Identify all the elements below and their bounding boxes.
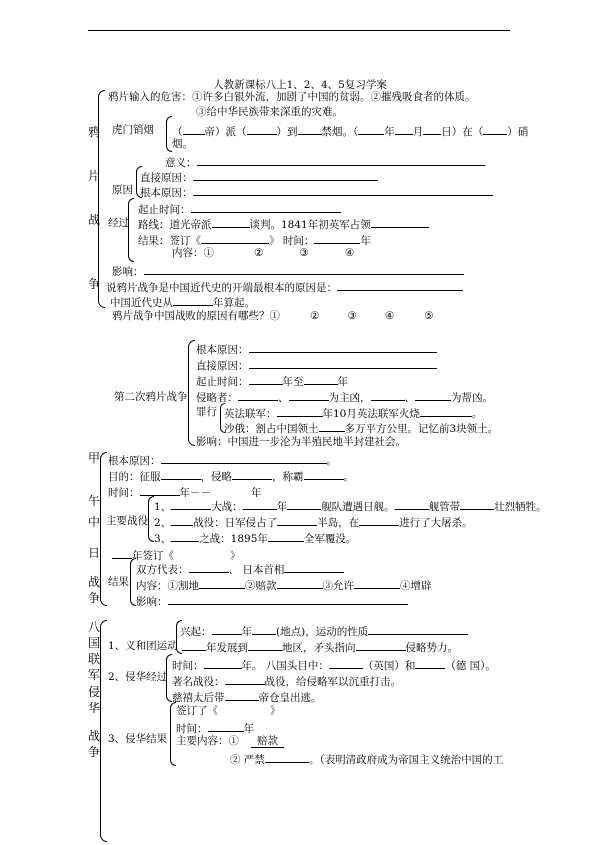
dev-blank-region[interactable]: [248, 639, 282, 651]
r-time-a: 时间：: [176, 723, 208, 735]
crime-1-row: [224, 405, 482, 421]
b3-blank-fleet[interactable]: [268, 530, 304, 542]
rise-blank-place[interactable]: [252, 623, 276, 635]
goal-blank-1[interactable]: [161, 468, 201, 480]
q1-row: [106, 279, 463, 295]
en-time-row: [172, 657, 496, 673]
meaning-row: [165, 154, 485, 170]
result-blank-treaty[interactable]: [201, 232, 269, 244]
battle-1-row: [154, 498, 547, 514]
battle-3-row: [154, 530, 356, 546]
b1-a: 1、: [154, 501, 172, 513]
sjw-brace: [100, 452, 107, 606]
route-row: [138, 216, 429, 232]
goal-blank-3[interactable]: [304, 468, 344, 480]
humen-blank-official[interactable]: [247, 123, 277, 135]
sjw-result-label: 结果: [108, 576, 129, 588]
sw-impact: 影响：中国进一步沦为半殖民地半封建社会。: [196, 436, 406, 448]
goal-c: ，称霸: [272, 471, 304, 483]
crimes-label: 罪行: [196, 406, 217, 418]
sjw-impact-blank[interactable]: [168, 593, 408, 605]
en-label-3: 联: [88, 652, 101, 666]
sw-inv-e: 为帮凶。: [451, 392, 493, 404]
reps-blank-japan[interactable]: [284, 561, 344, 573]
sw-time-b: 年至: [282, 376, 304, 388]
humen-blank-month[interactable]: [395, 123, 413, 135]
dev-b: 地区，矛头指向: [282, 642, 356, 654]
b1-blank-fleet[interactable]: [287, 498, 321, 510]
content-3: ③: [299, 247, 309, 259]
en-label-6: 华: [88, 701, 101, 715]
dev-row: [182, 639, 458, 655]
p-time-a: 时间：: [172, 660, 204, 672]
p-time-b: 年。 八国头目中：: [241, 660, 329, 672]
opium-impact-label: 影响：: [112, 266, 144, 278]
sign-row: [176, 705, 281, 718]
forbid-a: ② 严禁: [230, 754, 265, 766]
route-blank-2[interactable]: [371, 216, 429, 228]
b1-d: 舰队遭遇日舰。: [321, 501, 395, 513]
humen-f: 月: [412, 126, 424, 138]
rise-blank-year[interactable]: [212, 623, 242, 635]
q2-row: [110, 294, 255, 310]
opium-impact-blank[interactable]: [144, 263, 464, 275]
dev-a: 年发展到: [206, 642, 248, 654]
q1-text: 说鸦片战争是中国近代史的开端最根本的原因是：: [106, 282, 337, 294]
sw-inv-b: 、: [278, 392, 289, 404]
b1-blank-name[interactable]: [171, 498, 211, 510]
forbid-row: [230, 751, 503, 767]
r-time-blank[interactable]: [208, 720, 244, 732]
famous-a: 著名战役：: [172, 676, 225, 688]
sjw-label-1: 甲: [88, 451, 101, 465]
sw-time-blank-2[interactable]: [304, 373, 338, 385]
cixi-blank[interactable]: [225, 689, 259, 701]
r-time-row: [176, 720, 254, 736]
process-brace: [128, 198, 134, 262]
humen-e: 年: [384, 126, 395, 138]
famous-b: 战役，给侵略军以沉重打击。: [264, 676, 401, 688]
b1-f: 壮烈牺牲。: [494, 501, 547, 513]
q3-text: 鸦片战争中国战败的原因有哪些？①: [112, 310, 280, 322]
cause-label: 原因: [112, 184, 133, 196]
en-label-8: 争: [88, 745, 101, 759]
crime-2-blank[interactable]: [319, 420, 345, 432]
sjw-goal-row: [108, 468, 354, 484]
opium-war-brace: [98, 90, 105, 308]
opium-label-3: 战: [88, 213, 101, 227]
goal-d: 。: [343, 471, 354, 483]
humen-a: （: [172, 126, 183, 138]
boxer-label: 1、义和团运动: [108, 640, 178, 652]
b2-blank-place[interactable]: [359, 514, 399, 526]
opium-label-2: 片: [88, 169, 101, 183]
sw-inv-c: 为主凶，: [328, 392, 371, 404]
sjw-root-row: [108, 452, 337, 468]
humen-h: ）硝: [507, 126, 529, 138]
sjw-label-3: 中: [88, 515, 101, 529]
start-time-blank[interactable]: [191, 201, 341, 213]
crime-1b: 年10月英法联军火烧: [322, 408, 420, 420]
main-content-label: 主要内容：①: [176, 735, 239, 747]
rise-b: 年: [241, 626, 252, 638]
p-time-c: （英国）和: [362, 660, 416, 672]
sjw-content-blank-1[interactable]: [199, 577, 245, 589]
direct-cause-label: 直接原因：: [140, 172, 193, 184]
sw-invaders-row: [196, 389, 493, 405]
rise-c: (地点)，运动的性质: [276, 626, 369, 638]
sjw-time-c: 年: [251, 487, 262, 499]
sjw-root-label: 根本原因：: [108, 455, 161, 467]
humen-blank-day[interactable]: [423, 123, 441, 135]
start-time-label: 起止时间：: [138, 204, 191, 216]
dev-blank-target[interactable]: [356, 639, 406, 651]
sw-inv-blank-2[interactable]: [289, 389, 329, 401]
sjw-root-end: 。: [326, 455, 337, 467]
humen-b: 帝）派（: [204, 126, 247, 138]
forbid-blank[interactable]: [265, 751, 309, 763]
goal-blank-2[interactable]: [232, 468, 272, 480]
cixi-row: [172, 689, 322, 705]
reps-row: [136, 561, 344, 577]
famous-row: [172, 673, 401, 689]
sw-inv-d: 、: [404, 392, 415, 404]
en-process-label: 2、侵华经过: [108, 671, 168, 683]
humen-end: 烟。: [172, 138, 193, 150]
rise-blank-nature[interactable]: [368, 623, 468, 635]
sw-direct-label: 直接原因：: [196, 360, 249, 372]
result-b: 》 时间：: [269, 235, 315, 247]
sjw-time-blank-1[interactable]: [140, 484, 180, 496]
sjw-label-4: 日: [88, 546, 101, 560]
main-content-row: [176, 735, 284, 748]
content-1: 内容：①: [172, 247, 214, 259]
en-label-1: 八: [88, 620, 101, 634]
route-a: 路线：道光帝派: [138, 219, 212, 231]
sjw-content-a: 内容：①割地: [136, 580, 199, 592]
sign-b: 》: [270, 705, 281, 717]
sw-inv-a: 侵略者：: [196, 392, 238, 404]
indemnity-text: 赔款: [251, 735, 284, 748]
sjw-content-blank-2[interactable]: [277, 577, 323, 589]
process-label: 经过: [108, 217, 129, 229]
b3-blank-name[interactable]: [171, 530, 199, 542]
sw-inv-blank-1[interactable]: [238, 389, 278, 401]
result-a: 结果：签订《: [138, 235, 201, 247]
crime-1-blank-year[interactable]: [277, 405, 323, 417]
sw-root-row: [196, 341, 437, 357]
opium-label-4: 争: [88, 277, 101, 291]
treaty-b: 》: [230, 550, 241, 562]
p-time-blank-de[interactable]: [415, 657, 445, 669]
rise-a: 兴起：: [180, 626, 212, 638]
q3-4: ④: [384, 310, 395, 322]
humen-g: 日）在（: [441, 126, 484, 138]
crime-2-row: [224, 420, 498, 436]
b1-b: 大战：: [211, 501, 243, 513]
crime-2a: 沙俄：割占中国领土: [224, 423, 319, 435]
b2-blank-peninsula[interactable]: [277, 514, 317, 526]
r-time-b: 年: [243, 723, 254, 735]
eight-nation-brace: [100, 620, 107, 842]
en-label-4: 军: [88, 668, 101, 682]
second-war-label: 第二次鸦片战争: [114, 391, 188, 403]
b2-d: 进行了大屠杀。: [399, 517, 473, 529]
sw-time-blank-1[interactable]: [249, 373, 283, 385]
crime-1a: 英法联军：: [224, 408, 277, 420]
harm-prefix: 鸦片输入的危害：: [108, 91, 192, 103]
b2-a: 2、: [154, 517, 172, 529]
p-time-d: （德 国）。: [445, 660, 496, 672]
reps-a: 双方代表：: [136, 564, 189, 576]
second-war-brace: [188, 340, 195, 446]
route-blank-1[interactable]: [212, 216, 250, 228]
reps-blank-china[interactable]: [189, 561, 229, 573]
sjw-content-c: ③允许: [322, 580, 354, 592]
sjw-time-a: 时间：: [108, 487, 140, 499]
q3-2: ②: [310, 310, 320, 322]
sjw-time-b: 年－－: [179, 487, 211, 499]
reps-b: 、 日本首相: [228, 564, 285, 576]
humen-blank-location[interactable]: [483, 123, 507, 135]
b1-e: 舰管带: [428, 501, 461, 513]
sjw-impact-row: [136, 593, 408, 609]
page-title: 人教新课标八上1、2、4、5复习学案: [213, 79, 387, 91]
crime-2b: 多万平方公里。记忆前3块领土。: [344, 423, 499, 435]
humen-line: [172, 123, 528, 139]
result-blank-time[interactable]: [314, 232, 360, 244]
cixi-b: 帝仓皇出逃。: [258, 692, 322, 704]
sw-inv-blank-4[interactable]: [415, 389, 451, 401]
sw-root-label: 根本原因：: [196, 344, 249, 356]
content-4: ④: [344, 247, 355, 259]
sjw-content-b: ②赔款: [245, 580, 277, 592]
b3-b: 之战：1895年: [199, 533, 268, 545]
sw-direct-blank[interactable]: [249, 357, 437, 369]
q2-blank[interactable]: [173, 294, 213, 306]
root-cause-label: 根本原因：: [140, 187, 193, 199]
meaning-blank[interactable]: [197, 154, 485, 166]
en-label-2: 国: [88, 636, 101, 650]
crime-1-blank-place[interactable]: [420, 405, 472, 417]
opium-harm: [108, 91, 476, 104]
p-time-blank-year[interactable]: [204, 657, 242, 669]
b1-blank-captain[interactable]: [460, 498, 494, 510]
sjw-content-row: [136, 577, 432, 593]
b3-c: 全军覆没。: [303, 533, 357, 545]
sw-time-a: 起止时间：: [196, 376, 249, 388]
content-row: [172, 247, 354, 260]
treaty-a: 年签订《: [132, 550, 174, 562]
q2-a: 中国近代史从: [110, 297, 173, 309]
sw-root-blank[interactable]: [249, 341, 437, 353]
crime-1c: 。: [471, 408, 483, 420]
p-time-blank-uk[interactable]: [329, 657, 363, 669]
opium-label-1: 鸦: [88, 125, 101, 139]
top-rule: [88, 30, 510, 31]
b1-blank-ship[interactable]: [395, 498, 429, 510]
q1-blank[interactable]: [337, 279, 463, 291]
cixi-a: 慈禧太后带: [172, 692, 225, 704]
root-cause-blank[interactable]: [193, 184, 493, 196]
direct-cause-row: [140, 169, 378, 185]
sjw-impact-label: 影响：: [136, 596, 168, 608]
en-label-7: 战: [88, 729, 101, 743]
sjw-label-5: 战: [88, 575, 101, 589]
sw-inv-blank-3[interactable]: [371, 389, 405, 401]
humen-c: ）到: [276, 126, 298, 138]
humen-blank-emperor[interactable]: [183, 123, 205, 135]
sw-direct-row: [196, 357, 437, 373]
battles-label: 主要战役: [106, 515, 148, 527]
humen-label: 虎门销烟: [112, 124, 154, 136]
famous-blank[interactable]: [225, 673, 265, 685]
battle-2-row: [154, 514, 473, 530]
harm-line-1: ①许多白银外流，加剧了中国的贫弱。②摧残吸食者的体质。: [192, 91, 476, 103]
sjw-label-2: 午: [88, 494, 101, 508]
sjw-label-6: 争: [88, 591, 101, 605]
en-result-label: 3、侵华结果: [108, 733, 168, 745]
b2-b: 战役：日军侵占了: [193, 517, 278, 529]
b3-a: 3、: [154, 533, 172, 545]
sjw-content-blank-3[interactable]: [354, 577, 400, 589]
rise-row: [180, 623, 468, 639]
start-time-row: [138, 201, 341, 217]
sjw-root-blank[interactable]: [161, 452, 327, 464]
content-2: ②: [254, 247, 264, 259]
forbid-b: 。（表明清政府成为帝国主义统治中国的工: [308, 754, 504, 766]
sjw-content-d: ④增辟: [400, 580, 432, 592]
en-label-5: 侵: [88, 685, 101, 699]
sign-a: 签订了《: [176, 705, 218, 717]
b1-blank-year[interactable]: [243, 498, 277, 510]
q3-5: ⑤: [424, 310, 434, 322]
humen-blank-year[interactable]: [358, 123, 384, 135]
b1-c: 年: [276, 501, 288, 513]
direct-cause-blank[interactable]: [193, 169, 378, 181]
harm-line-2: ③给中华民族带来深重的灾难。: [196, 106, 343, 118]
goal-a: 目的：征服: [108, 471, 161, 483]
b2-c: 半岛，在: [317, 517, 360, 529]
result-row: [138, 232, 371, 248]
q2-b: 年算起。: [213, 297, 255, 309]
meaning-label: 意义：: [165, 157, 197, 169]
humen-d: 禁烟。（: [321, 126, 359, 138]
root-cause-row: [140, 184, 493, 200]
goal-b: ，侵略: [200, 471, 232, 483]
q3-row: [112, 310, 434, 323]
route-b: 谈判。1841年初英军占领: [249, 219, 371, 231]
sw-time-row: [196, 373, 348, 389]
result-c: 年: [360, 235, 371, 247]
treaty-blank-year[interactable]: [112, 547, 132, 559]
dev-c: 侵略势力。: [405, 642, 458, 654]
humen-blank-place[interactable]: [298, 123, 322, 135]
dev-blank-year[interactable]: [182, 639, 206, 651]
q3-3: ③: [347, 310, 357, 322]
sw-time-c: 年: [337, 376, 348, 388]
opium-impact-row: [112, 263, 464, 279]
b2-blank-name[interactable]: [171, 514, 193, 526]
